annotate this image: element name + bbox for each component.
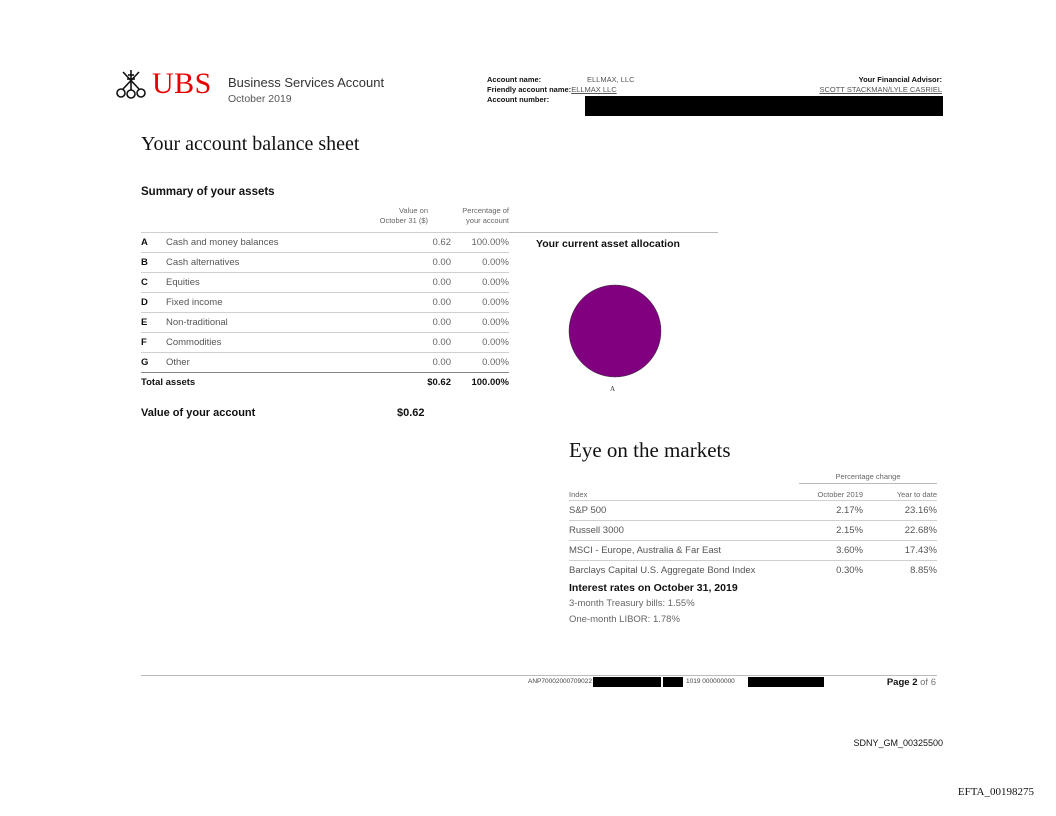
row-name: Non-traditional bbox=[166, 317, 228, 328]
col-value-line1: Value on bbox=[398, 206, 428, 215]
markets-table bbox=[569, 472, 937, 580]
row-value: 0.00 bbox=[432, 297, 451, 308]
col-value-line2: October 31 ($) bbox=[379, 216, 428, 225]
pie-slice-a bbox=[569, 285, 661, 377]
advisor-name: SCOTT STACKMAN/LYLE CASRIEL bbox=[819, 85, 942, 94]
friendly-name-label: Friendly account name: bbox=[487, 85, 572, 94]
page-title: Your account balance sheet bbox=[141, 133, 360, 155]
table-row bbox=[141, 252, 509, 272]
col-header-value bbox=[340, 206, 428, 226]
account-type: Business Services Account bbox=[228, 75, 385, 90]
row-letter: A bbox=[141, 237, 148, 248]
allocation-divider bbox=[509, 232, 718, 233]
index-month: 2.17% bbox=[836, 505, 863, 516]
row-value: 0.62 bbox=[432, 237, 451, 248]
pie-slice-label: A bbox=[610, 385, 616, 393]
row-name: Cash and money balances bbox=[166, 237, 279, 248]
markets-title: Eye on the markets bbox=[569, 438, 731, 462]
table-row bbox=[569, 540, 937, 560]
col-index: Index bbox=[569, 490, 588, 499]
index-ytd: 17.43% bbox=[904, 545, 937, 556]
row-letter: F bbox=[141, 337, 147, 348]
table-row bbox=[141, 232, 509, 252]
row-value: 0.00 bbox=[432, 357, 451, 368]
page-num: 2 bbox=[912, 677, 918, 688]
row-pct: 0.00% bbox=[482, 297, 509, 308]
table-row bbox=[141, 312, 509, 332]
sdny-id: SDNY_GM_00325500 bbox=[853, 738, 943, 748]
index-name: MSCI - Europe, Australia & Far East bbox=[569, 545, 722, 556]
footer-code-1: ANP70002000709022 bbox=[528, 678, 592, 685]
row-pct: 100.00% bbox=[471, 237, 509, 248]
markets-group-header-row bbox=[569, 472, 937, 484]
index-name: S&P 500 bbox=[569, 505, 607, 516]
account-number-label: Account number: bbox=[487, 95, 550, 104]
brand-name: UBS bbox=[152, 67, 212, 100]
allocation-pie-chart bbox=[566, 282, 664, 380]
row-letter: E bbox=[141, 317, 148, 328]
table-row bbox=[569, 560, 937, 580]
row-pct: 0.00% bbox=[482, 277, 509, 288]
total-pct: 100.00% bbox=[471, 377, 509, 388]
row-pct: 0.00% bbox=[482, 337, 509, 348]
allocation-title: Your current asset allocation bbox=[536, 238, 680, 250]
row-value: 0.00 bbox=[432, 337, 451, 348]
table-row bbox=[141, 352, 509, 372]
markets-header-row bbox=[569, 484, 937, 500]
row-letter: C bbox=[141, 277, 148, 288]
footer-code-2: 1019 000000000 bbox=[686, 678, 735, 685]
statement-date: October 2019 bbox=[228, 93, 292, 105]
index-name: Russell 3000 bbox=[569, 525, 624, 536]
account-name: ELLMAX, LLC bbox=[587, 75, 635, 84]
friendly-name: ELLMAX LLC bbox=[571, 85, 617, 94]
index-month: 3.60% bbox=[836, 545, 863, 556]
account-value-label: Value of your account bbox=[141, 407, 256, 419]
table-row bbox=[569, 520, 937, 540]
row-name: Equities bbox=[166, 277, 200, 288]
interest-title: Interest rates on October 31, 2019 bbox=[569, 582, 738, 594]
row-value: 0.00 bbox=[432, 257, 451, 268]
markets-group-header: Percentage change bbox=[799, 472, 937, 484]
col-month: October 2019 bbox=[817, 490, 863, 499]
index-ytd: 22.68% bbox=[904, 525, 937, 536]
row-pct: 0.00% bbox=[482, 357, 509, 368]
col-ytd: Year to date bbox=[896, 490, 937, 499]
index-ytd: 8.85% bbox=[910, 565, 937, 576]
row-name: Fixed income bbox=[166, 297, 223, 308]
table-row bbox=[569, 500, 937, 520]
tbill-rate: 3-month Treasury bills: 1.55% bbox=[569, 598, 695, 609]
row-letter: D bbox=[141, 297, 148, 308]
index-name: Barclays Capital U.S. Aggregate Bond Index bbox=[569, 565, 756, 576]
total-value: $0.62 bbox=[427, 377, 451, 388]
page-number bbox=[887, 677, 936, 688]
advisor-info bbox=[819, 75, 942, 95]
col-header-pct bbox=[430, 206, 509, 226]
row-name: Commodities bbox=[166, 337, 222, 348]
account-value: $0.62 bbox=[397, 407, 425, 419]
index-month: 2.15% bbox=[836, 525, 863, 536]
total-label: Total assets bbox=[141, 377, 196, 388]
efta-id: EFTA_00198275 bbox=[957, 786, 1034, 798]
footer-divider bbox=[141, 675, 937, 676]
table-row bbox=[141, 332, 509, 352]
page-word: Page bbox=[886, 677, 910, 688]
table-row bbox=[141, 272, 509, 292]
redaction-bar bbox=[663, 677, 683, 687]
row-pct: 0.00% bbox=[482, 257, 509, 268]
col-pct-line2: your account bbox=[466, 216, 509, 225]
ubs-keys-icon bbox=[114, 68, 148, 100]
redaction-bar bbox=[593, 677, 661, 687]
row-name: Cash alternatives bbox=[166, 257, 240, 268]
advisor-label: Your Financial Advisor: bbox=[858, 75, 942, 84]
redaction-bar bbox=[748, 677, 824, 687]
ubs-logo bbox=[114, 68, 212, 100]
row-letter: B bbox=[141, 257, 148, 268]
row-value: 0.00 bbox=[432, 317, 451, 328]
summary-title: Summary of your assets bbox=[141, 186, 275, 198]
table-row bbox=[141, 292, 509, 312]
libor-rate: One-month LIBOR: 1.78% bbox=[569, 614, 680, 625]
row-value: 0.00 bbox=[432, 277, 451, 288]
assets-table bbox=[141, 232, 509, 392]
total-row bbox=[141, 372, 509, 392]
row-pct: 0.00% bbox=[482, 317, 509, 328]
account-name-label: Account name: bbox=[487, 75, 542, 84]
row-name: Other bbox=[166, 357, 190, 368]
index-month: 0.30% bbox=[836, 565, 863, 576]
col-pct-line1: Percentage of bbox=[462, 206, 509, 215]
row-letter: G bbox=[141, 357, 149, 368]
index-ytd: 23.16% bbox=[904, 505, 937, 516]
redaction-bar bbox=[585, 96, 943, 116]
page-of: of 6 bbox=[920, 677, 936, 688]
